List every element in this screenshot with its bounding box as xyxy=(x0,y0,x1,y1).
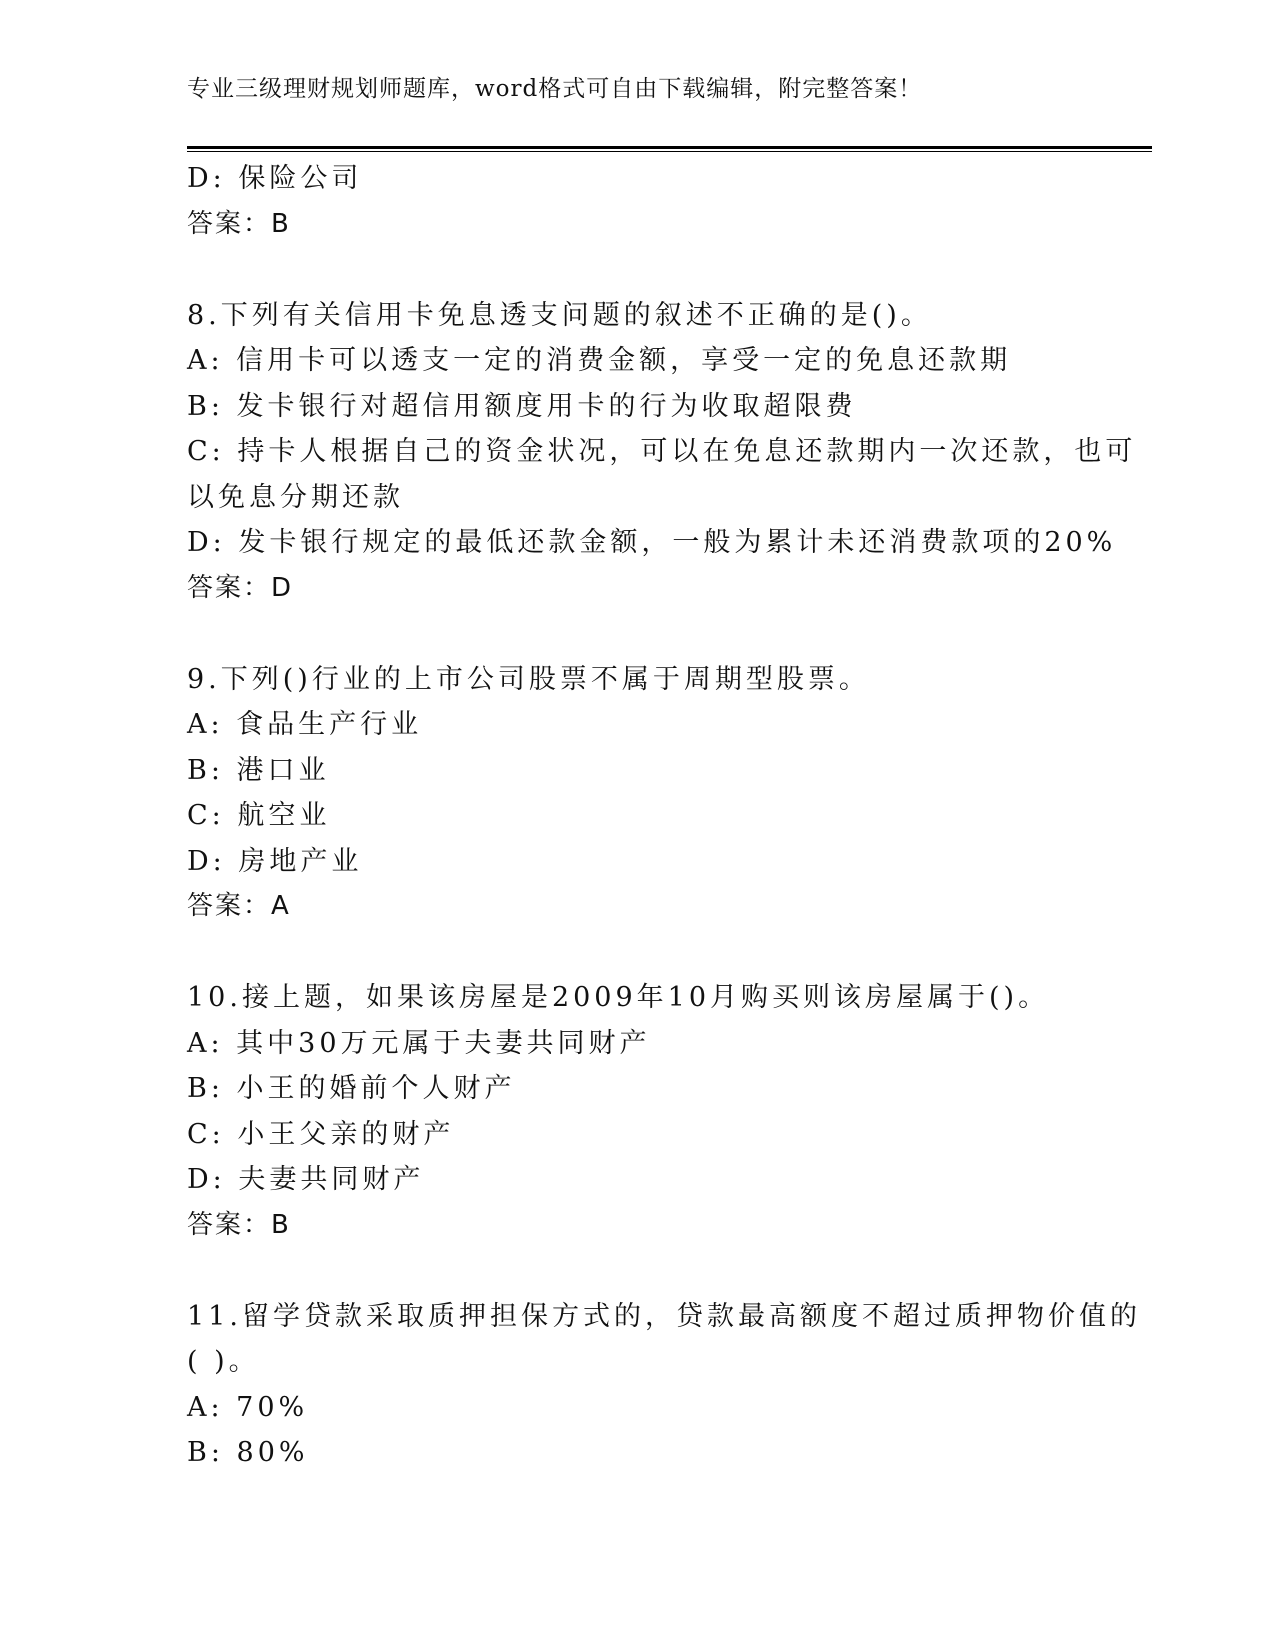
option-line: A: 信用卡可以透支一定的消费金额，享受一定的免息还款期 xyxy=(187,345,1012,376)
option-line: B: 80% xyxy=(187,1437,309,1468)
option-line: A: 70% xyxy=(187,1391,309,1423)
option-line: A: 其中30万元属于夫妻共同财产 xyxy=(187,1027,651,1059)
option-line: D: 房地产业 xyxy=(187,845,363,877)
option-line: C: 持卡人根据自己的资金状况，可以在免息还款期内一次还款，也可 xyxy=(187,436,1137,467)
answer-line: 答案：D xyxy=(187,572,294,603)
option-line: B: 发卡银行对超信用额度用卡的行为收取超限费 xyxy=(187,390,857,422)
question-stem: 9.下列()行业的上市公司股票不属于周期型股票。 xyxy=(187,663,870,695)
question-content xyxy=(187,156,1141,1476)
option-line: D: 保险公司 xyxy=(187,163,363,194)
question-gap xyxy=(187,930,1087,976)
option-line: 以免息分期还款 xyxy=(187,481,404,513)
question-stem: 11.留学贷款采取质押担保方式的，贷款最高额度不超过质押物价值的 xyxy=(187,1300,1141,1332)
page-header: 专业三级理财规划师题库，word格式可自由下载编辑，附完整答案！ xyxy=(187,76,923,102)
question-gap xyxy=(187,1248,1087,1294)
option-line: D: 发卡银行规定的最低还款金额，一般为累计未还消费款项的20% xyxy=(187,527,1117,558)
option-line: B: 港口业 xyxy=(187,754,330,786)
question-stem: 8.下列有关信用卡免息透支问题的叙述不正确的是()。 xyxy=(187,299,932,331)
answer-line: 答案：B xyxy=(187,208,291,239)
question-gap xyxy=(187,247,1087,293)
answer-line: 答案：A xyxy=(187,891,291,921)
header-rule-thin xyxy=(187,151,1152,152)
option-line: C: 航空业 xyxy=(187,800,331,831)
option-line: C: 小王父亲的财产 xyxy=(187,1118,455,1150)
question-gap xyxy=(187,611,1087,657)
answer-line: 答案：B xyxy=(187,1209,291,1240)
question-stem: 10.接上题，如果该房屋是2009年10月购买则该房屋属于()。 xyxy=(187,982,1050,1013)
header-rule-thick xyxy=(187,146,1152,149)
option-line: D: 夫妻共同财产 xyxy=(187,1164,425,1195)
option-line: A: 食品生产行业 xyxy=(187,709,423,740)
option-line: B: 小王的婚前个人财产 xyxy=(187,1073,516,1104)
question-stem: ( )。 xyxy=(187,1346,260,1377)
